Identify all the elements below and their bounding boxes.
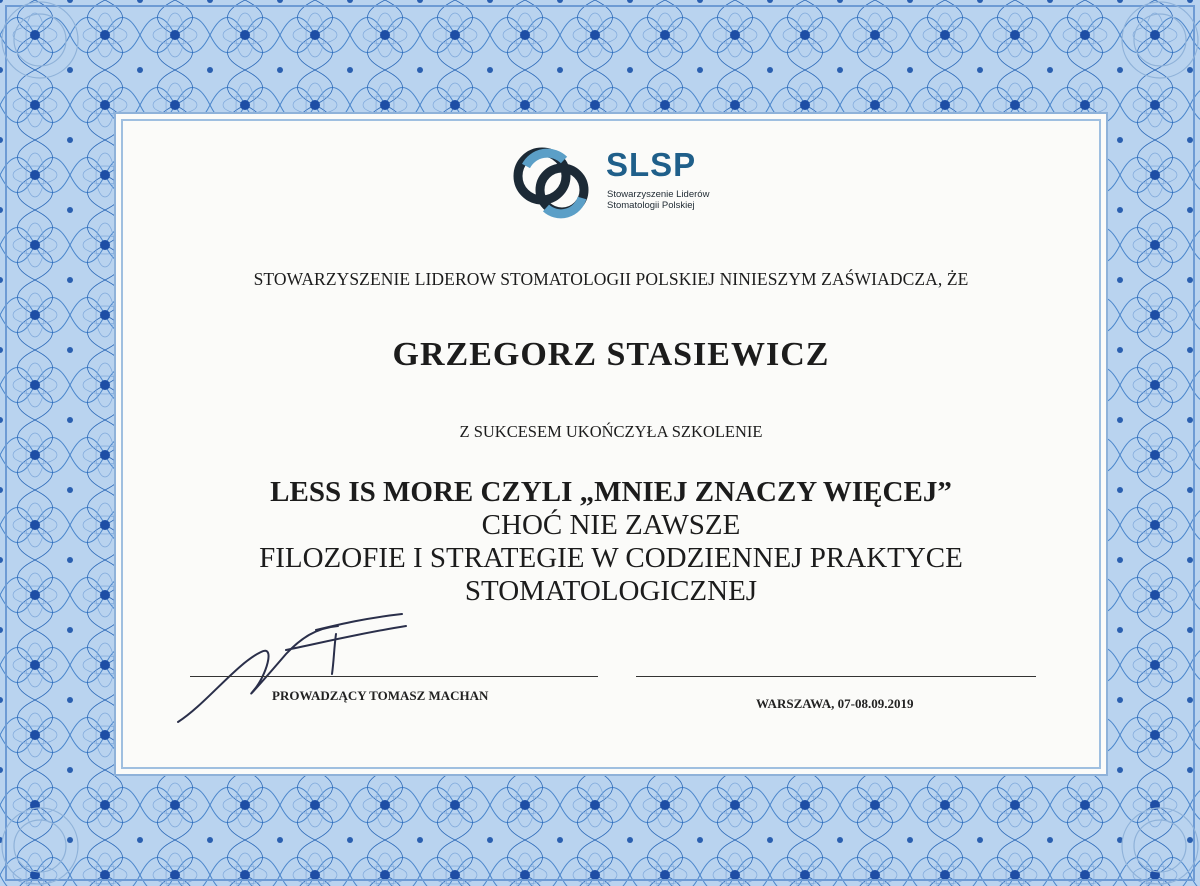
certificate-intro: STOWARZYSZENIE LIDEROW STOMATOLOGII POLSKIEJ NINIESZYM ZAŚWIADCZA, ŻE	[253, 269, 969, 289]
signature-line-right	[636, 676, 1036, 677]
recipient-name: GRZEGORZ STASIEWICZ	[392, 336, 830, 373]
logo-title: SLSP	[606, 146, 697, 183]
completion-statement: Z SUKCESEM UKOŃCZYŁA SZKOLENIE	[459, 422, 763, 441]
course-title-line-1: LESS IS MORE CZYLI „MNIEJ ZNACZY WIĘCEJ”	[270, 476, 952, 508]
trainer-label: PROWADZĄCY TOMASZ MACHAN	[272, 688, 489, 703]
signature-line-left	[190, 676, 598, 677]
course-title	[116, 476, 1106, 608]
place-and-date: WARSZAWA, 07-08.09.2019	[756, 696, 914, 711]
logo-subtitle-line-2: Stomatologii Polskiej	[607, 200, 695, 211]
slsp-logo	[506, 144, 736, 224]
course-title-line-3: FILOZOFIE I STRATEGIE W CODZIENNEJ PRAKTYCE	[259, 542, 963, 574]
course-title-line-2: CHOĆ NIE ZAWSZE	[481, 509, 741, 541]
handwritten-signature	[166, 604, 426, 734]
certificate-panel	[114, 112, 1108, 776]
logo-subtitle	[607, 189, 747, 211]
logo-subtitle-line-1: Stowarzyszenie Liderów	[607, 189, 710, 200]
rings-logo-icon	[506, 144, 598, 224]
course-title-line-4: STOMATOLOGICZNEJ	[464, 575, 758, 607]
